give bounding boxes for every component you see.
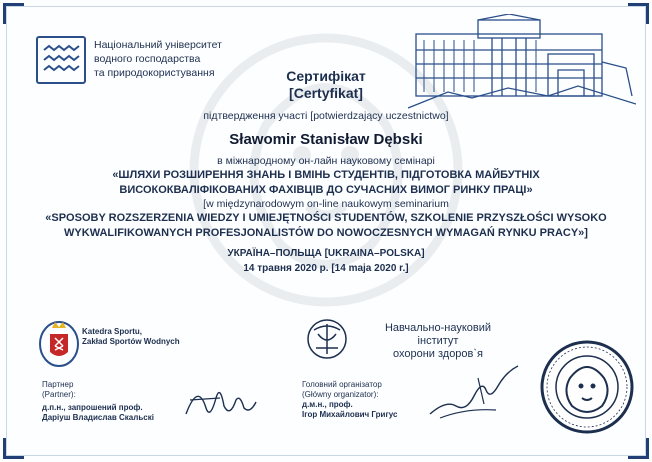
organizer-block xyxy=(302,380,397,420)
institute-line: Навчально-науковий xyxy=(384,322,492,334)
title-ua: Сертифікат xyxy=(286,68,366,84)
corner-ornament xyxy=(3,3,24,24)
partner-signature xyxy=(180,378,260,424)
university-building-illustration xyxy=(408,14,636,120)
recipient-name: Sławomir Stanisław Dębski xyxy=(229,131,423,148)
event-title-ua-line: ВИСОКОКВАЛІФІКОВАНИХ ФАХІВЦІВ ДО СУЧАСНИХ ВИМОГ РИНКУ ПРАЦІ» xyxy=(119,184,533,196)
organizer-name: Ігор Михайлович Григус xyxy=(302,410,398,419)
organizer-label-pl: (Główny organizator): xyxy=(302,390,379,399)
university-name-line: водного господарства xyxy=(94,53,201,65)
subtitle: підтвердження участі [potwierdzający uczestnictwo] xyxy=(203,110,449,122)
event-title-pl-line: WYKWALIFIKOWANYCH PROFESJONALISTÓW DO NOWOCZESNYCH WYMAGAŃ RYNKU PRACY»] xyxy=(64,227,588,239)
partner-title: д.п.н., запрошений проф. xyxy=(42,403,143,412)
certificate-title xyxy=(0,68,652,102)
institute-line: інститут xyxy=(417,335,459,347)
organizer-label: Головний організатор xyxy=(302,380,382,389)
partner-label: Партнер xyxy=(42,380,74,389)
university-name-line: Національний університет xyxy=(94,39,222,51)
gdansk-crest-icon xyxy=(38,316,80,368)
corner-ornament xyxy=(628,438,649,459)
partner-name: Даріуш Владислав Скальскі xyxy=(42,413,154,422)
katedra-line: Katedra Sportu, xyxy=(82,327,143,336)
health-institute-logo-icon xyxy=(304,318,350,360)
katedra-line: Zakład Sportów Wodnych xyxy=(82,337,180,346)
university-name-line: та природокористування xyxy=(94,67,215,79)
corner-ornament xyxy=(3,438,24,459)
event-date: 14 травня 2020 р. [14 maja 2020 r.] xyxy=(243,263,409,274)
event-intro-pl: [w międzynarodowym on-line naukowym seminarium xyxy=(203,198,449,210)
event-intro-ua: в міжнародному он-лайн науковому семінарі xyxy=(217,155,435,167)
event-title-pl-line: «SPOSOBY ROZSZERZENIA WIEDZY I UMIEJĘTNOŚCI STUDENTÓW, SZKOLENIE PRZYSZŁOŚCI WYSOKO xyxy=(45,212,607,224)
institute-line: охорони здоров`я xyxy=(392,348,484,360)
katedra-name xyxy=(82,327,180,347)
title-pl: [Certyfikat] xyxy=(289,85,363,101)
certificate-body xyxy=(40,110,612,276)
countries: УКРАЇНА–ПОЛЬЩА [UKRAINA–POLSKA] xyxy=(227,248,425,259)
organizer-title: д.м.н., проф. xyxy=(302,400,353,409)
institute-name xyxy=(358,322,518,361)
organizer-signature xyxy=(426,360,522,424)
event-title-ua-line: «ШЛЯХИ РОЗШИРЕННЯ ЗНАНЬ І ВМІНЬ СТУДЕНТІВ, ПІДГОТОВКА МАЙБУТНІХ xyxy=(112,169,540,181)
partner-block xyxy=(42,380,154,423)
partner-label-pl: (Partner): xyxy=(42,390,76,399)
university-seal-icon xyxy=(540,340,634,434)
